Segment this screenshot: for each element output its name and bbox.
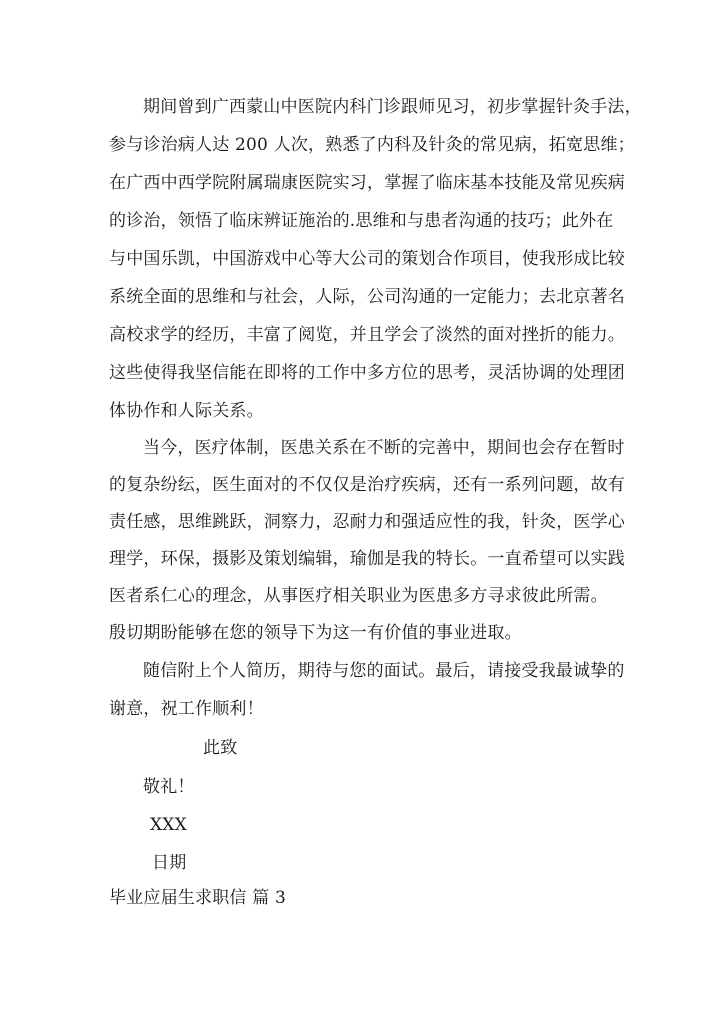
- paragraph-1-line: 体协作和人际关系。: [109, 401, 264, 421]
- paragraph-3-line: 随信附上个人简历，期待与您的面试。最后，请接受我最诚挚的: [143, 661, 625, 681]
- paragraph-1-line: 在广西中西学院附属瑞康医院实习，掌握了临床基本技能及常见疾病: [109, 173, 625, 193]
- signature: XXX: [150, 815, 187, 835]
- paragraph-2-line: 的复杂纷纭，医生面对的不仅仅是治疗疾病，还有一系列问题，故有: [109, 475, 625, 495]
- paragraph-1-line: 参与诊治病人达 200 人次，熟悉了内科及针灸的常见病，拓宽思维；: [109, 135, 635, 155]
- date-label: 日期: [152, 853, 187, 873]
- closing-text: 此致: [203, 738, 238, 758]
- paragraph-1-line: 与中国乐凯，中国游戏中心等大公司的策划合作项目，使我形成比较: [109, 249, 625, 269]
- next-section-title: 毕业应届生求职信 篇 3: [109, 888, 287, 908]
- paragraph-2-line: 当今，医疗体制，医患关系在不断的完善中，期间也会存在暂时: [143, 438, 625, 458]
- paragraph-2-line: 理学，环保，摄影及策划编辑，瑜伽是我的特长。一直希望可以实践: [109, 549, 625, 569]
- paragraph-2-line: 殷切期盼能够在您的领导下为这一有价值的事业进取。: [109, 623, 522, 643]
- paragraph-2-line: 医者系仁心的理念，从事医疗相关职业为医患多方寻求彼此所需。: [109, 586, 608, 606]
- paragraph-1-line: 期间曾到广西蒙山中医院内科门诊跟师见习，初步掌握针灸手法，: [143, 97, 642, 117]
- salute-text: 敬礼！: [143, 777, 195, 797]
- paragraph-1-line: 系统全面的思维和与社会，人际，公司沟通的一定能力；去北京著名: [109, 287, 625, 307]
- paragraph-2-line: 责任感，思维跳跃，洞察力，忍耐力和强适应性的我，针灸，医学心: [109, 512, 625, 532]
- paragraph-1-line: 这些使得我坚信能在即将的工作中多方位的思考，灵活协调的处理团: [109, 363, 625, 383]
- paragraph-1-line: 高校求学的经历，丰富了阅览，并且学会了淡然的面对挫折的能力。: [109, 325, 625, 345]
- paragraph-3-line: 谢意，祝工作顺利！: [109, 699, 264, 719]
- paragraph-1-line: 的诊治，领悟了临床辨证施治的.思维和与患者沟通的技巧；此外在: [109, 211, 614, 231]
